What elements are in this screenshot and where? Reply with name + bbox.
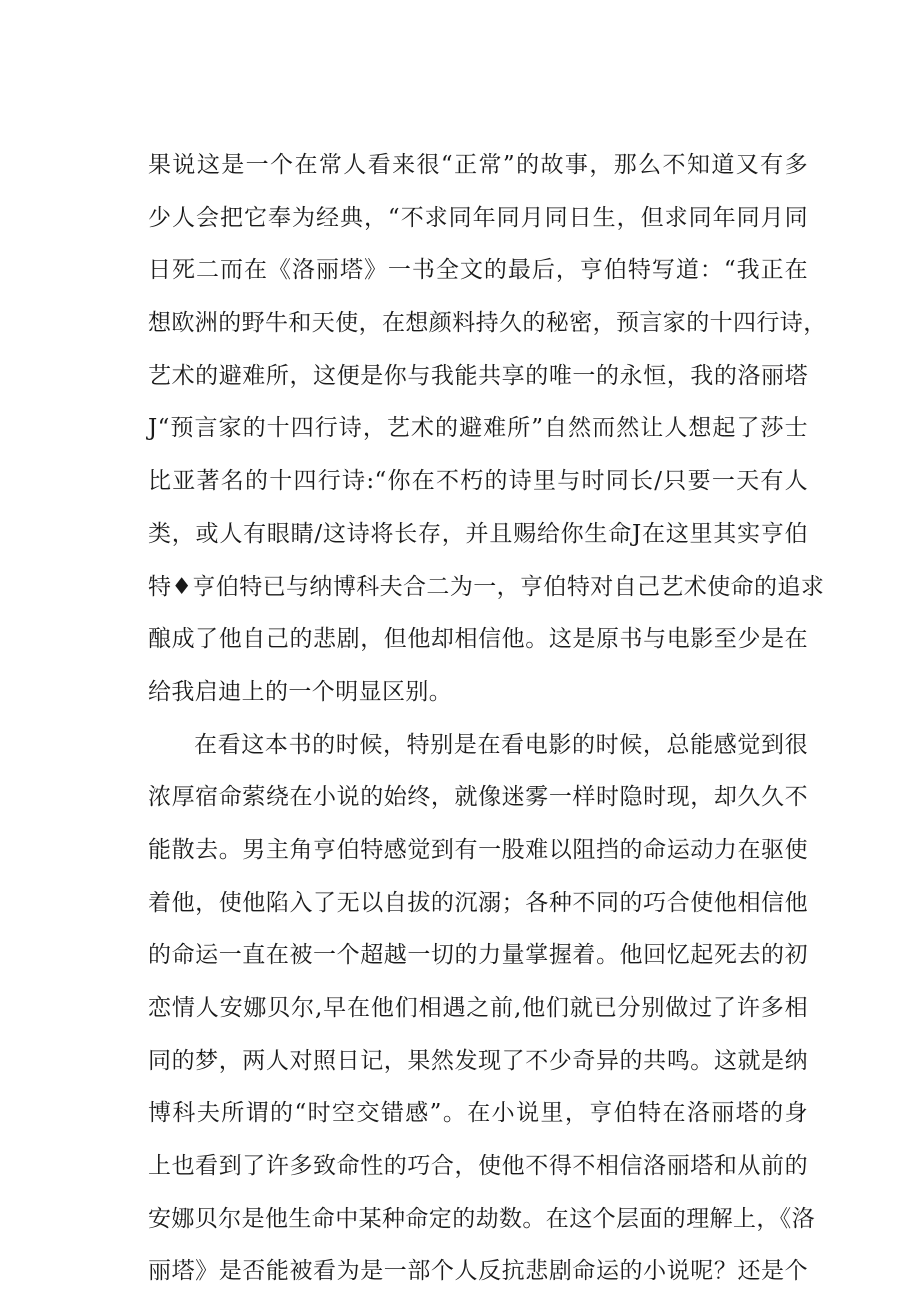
text-line: 类，或人有眼睛/这诗将长存，并且赐给你生命J在这里其实亨伯 — [148, 520, 808, 547]
text-line: 着他，使他陷入了无以自拔的沉溺；各种不同的巧合使他相信他 — [148, 889, 808, 916]
text-line: 给我启迪上的一个明显区别。 — [148, 678, 453, 705]
paragraph-1 — [148, 139, 827, 719]
text-line: 丽塔》是否能被看为是一部个人反抗悲剧命运的小说呢？还是个 — [148, 1258, 808, 1285]
text-line: J“预言家的十四行诗，艺术的避难所”自然而然让人想起了莎士 — [148, 415, 808, 442]
text-line: 酿成了他自己的悲剧，但他却相信他。这是原书与电影至少是在 — [148, 626, 808, 653]
text-line: 上也看到了许多致命性的巧合，使他不得不相信洛丽塔和从前的 — [148, 1153, 808, 1180]
text-line: 比亚著名的十四行诗:“你在不朽的诗里与时同长/只要一天有人 — [148, 468, 808, 495]
text-line: 少人会把它奉为经典，“不求同年同月同日生，但求同年同月同 — [148, 204, 808, 231]
text-line: 特♦亨伯特已与纳博科夫合二为一，亨伯特对自己艺术使命的追求 — [148, 573, 825, 600]
text-line: 在看这本书的时候，特别是在看电影的时候，总能感觉到很 — [194, 731, 808, 758]
body-text — [148, 139, 827, 1298]
text-line: 的命运一直在被一个超越一切的力量掌握着。他回忆起死去的初 — [148, 942, 808, 969]
paragraph-2 — [148, 719, 816, 1299]
text-line: 艺术的避难所，这便是你与我能共享的唯一的永恒，我的洛丽塔 — [148, 362, 808, 389]
text-line: 同的梦，两人对照日记，果然发现了不少奇异的共鸣。这就是纳 — [148, 1047, 808, 1074]
text-line: 浓厚宿命萦绕在小说的始终，就像迷雾一样时隐时现，却久久不 — [148, 784, 808, 811]
text-line: 恋情人安娜贝尔,早在他们相遇之前,他们就已分别做过了许多相 — [148, 995, 808, 1021]
text-line: 日死二而在《洛丽塔》一书全文的最后，亨伯特写道：“我正在 — [148, 257, 808, 284]
text-line: 安娜贝尔是他生命中某种命定的劫数。在这个层面的理解上，《洛 — [148, 1205, 816, 1232]
text-line: 想欧洲的野牛和天使，在想颜料持久的秘密，预言家的十四行诗， — [148, 310, 827, 337]
text-line: 果说这是一个在常人看来很“正常”的故事，那么不知道又有多 — [148, 152, 808, 178]
text-line: 能散去。男主角亨伯特感觉到有一股难以阻挡的命运动力在驱使 — [148, 836, 808, 863]
text-line: 博科夫所谓的“时空交错感”。在小说里，亨伯特在洛丽塔的身 — [148, 1100, 808, 1127]
